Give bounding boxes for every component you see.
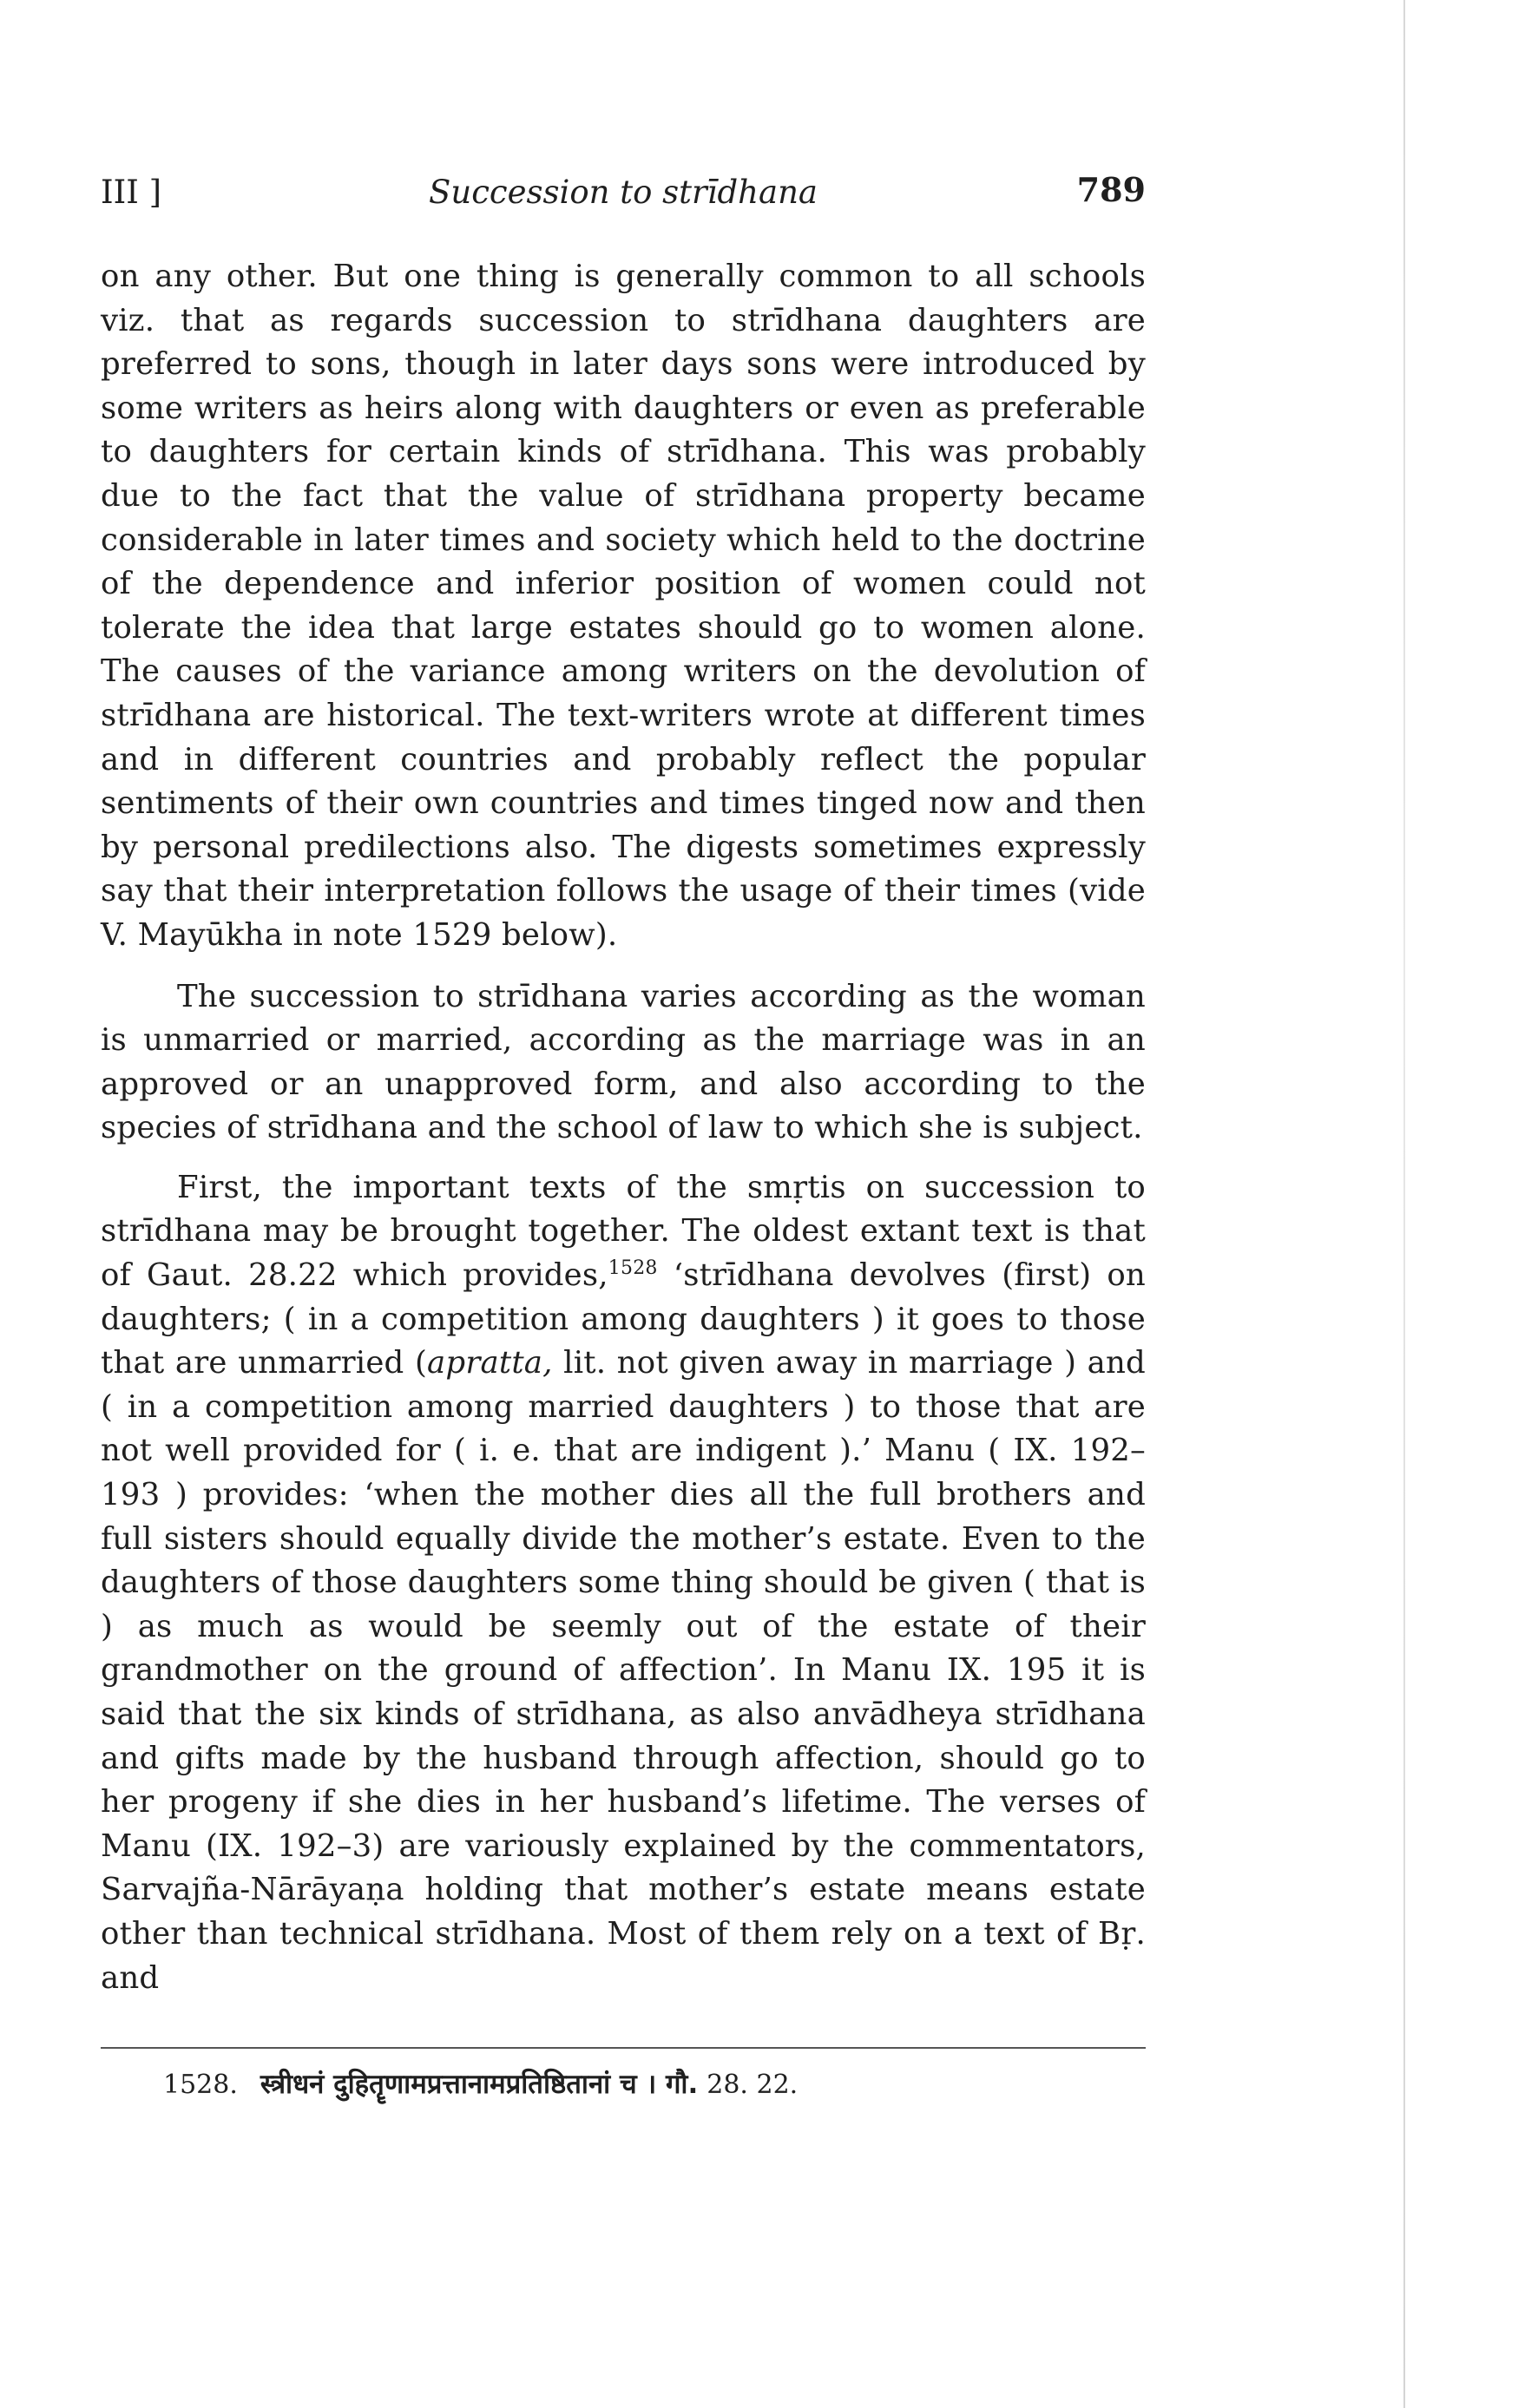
italic-term-apratta: apratta, (427, 1345, 553, 1381)
footnote-divider (101, 2047, 1146, 2049)
footnote-reference: 1528 (608, 1257, 658, 1280)
chapter-number: III ] (101, 174, 162, 211)
footnote-citation: 28. 22. (707, 2070, 799, 2100)
paragraph-1: on any other. But one thing is generally common to all schools viz. that as regards succession to strīdhana daughters are preferred to sons, though in later days sons were introduced by some writers as heirs along with daughters or even as preferable to daughters for certain kinds of strīdhana. This was probably due to the fact that the value of strīdhana property became considerable in later times and society which held to the doctrine of the dependence and inferior position of women could not tolerate the idea that large estates should go to women alone. The causes of the variance among writers on the devolution of strīdhana are historical. The text-writers wrote at different times and in different countries and probably reflect the popular sentiments of their own countries and times tinged now and then by personal predilections also. The digests sometimes expressly say that their interpretation follows the usage of their times (vide V. Mayūkha in note 1529 below). (101, 259, 1146, 953)
paragraph-3-part-3: lit. not given away in marriage ) and ( in a competition among married daughters ) to those that are not well provided for ( i. e. that are indigent ).’ Manu ( IX. 192–193 ) provides: ‘when the mother dies all the full brothers and full sisters should equally divide the mother’s estate. Even to the daughters of those daughters some thing should be given ( that is ) as much as would be seemly out of the estate of their grandmother on the ground of affection’. In Manu IX. 195 it is said that the six kinds of strīdhana, as also anvādheya strīdhana and gifts made by the husband through affection, should go to her progeny if she dies in her husband’s lifetime. The verses of Manu (IX. 192–3) are variously explained by the commentators, Sarvajña-Nārāyaṇa holding that mother’s estate means estate other than technical strīdhana. Most of them rely on a text of Bṛ. and (101, 1345, 1146, 1996)
page-edge-shadow (1403, 0, 1405, 2408)
paragraph-3-part-2: ‘strīdhana devolves (first) on daughters; ( in a competition among daughters ) it goes to those that are unmarried ( (101, 1257, 1146, 1381)
footnote (163, 2065, 798, 2104)
paragraph-3 (101, 1166, 1146, 2000)
running-title: Succession to strīdhana (429, 174, 818, 211)
footnote-number: 1528. (163, 2070, 238, 2100)
paragraph-3-part-1: First, the important texts of the smṛtis on succession to strīdhana may be brought together. The oldest extant text is that of Gaut. 28.22 which provides, (101, 1169, 1146, 1294)
page-number: 789 (1076, 170, 1146, 209)
running-header (101, 170, 1146, 217)
paragraph-2: The succession to strīdhana varies according as the woman is unmarried or married, according as the marriage was in an approved or an unapproved form, and also according to the species of strīdhana and the school of law to which she is subject. (101, 978, 1146, 1146)
body-text (101, 255, 1146, 2000)
footnote-sanskrit-text: स्त्रीधनं दुहितॄणामप्रत्तानामप्रतिष्ठितानां च । गौ. (260, 2069, 699, 2100)
